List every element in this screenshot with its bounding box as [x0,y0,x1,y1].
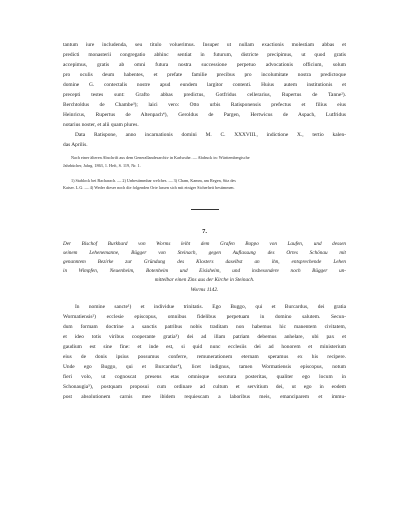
source-note [63,154,346,170]
document-summary [63,240,346,285]
text-line: Unde ego Buggo, qui et Burcardus⁴), licet indignus, tamen Wormatiensis episcopus, notum [63,364,346,370]
text-line: tantum iure includenda, seu titulo voluerimus. Insuper ut nullam exactionis molestiam abbas et [63,42,346,48]
text-line: das Aprilis. [63,142,88,148]
summary-line: genanntem Bezirke zur Gründung des Klosters daselbst an ihn, entsprechende Lehen [63,259,346,265]
source-note-line: Nach einer älteren Abschrift aus dem Generallandesarchiv in Karlsruhe. — Abdruck in: Württembergische [71,155,250,160]
text-line: Data Ratispone, anno incarnationis domini M. C. XXXVIII., indictione X., tertio kalen- [75,132,346,138]
section-divider [191,209,219,210]
footnotes [63,177,346,191]
text-line: In nomine sancte¹) et individue trinitatis. Ego Buggo, qui et Burcardus, dei gratia [75,304,346,310]
text-line: notarius noster, et alii quam plures. [63,122,139,128]
text-line: fieri volo, ut cognoscat presens etas omnisque secutura posteritas, qualiter ego locum in [63,374,346,380]
source-note-line: Jahrbücher, Jahrg. 1863, 1. Heft, S. 119, Nr. 1. [63,163,141,168]
document-number: 7. [202,228,207,235]
text-line: Heinricus, Rupertus de Altenpach⁴), Geroldus de Pargen, Hertwicus de Aspach, Lutfridus [63,112,346,118]
document-page [63,40,346,402]
text-line: gaudium est sine fine: et inde est, si quid nunc ecclesiis dei ad honorem et ministerium [63,344,346,350]
summary-line: in Wimpfen, Neuenheim, Botenheim und Eisisheim, und insbesondere noch Bügger un- [63,268,346,274]
summary-line: Der Bischof Burkhard von Worms leiht dem Grafen Boppo von Laufen, und dessen [63,241,346,247]
text-line: precepti testes sunt: Grafto abbas predictus, Gotfridus cellerarius, Rupertus de Tanne²). [63,92,346,98]
text-line: Berchtoldus de Chambe³); laici vero: Otto urbis Ratisponensis prefectus et filius eius [63,102,346,108]
text-line: post absolutionem carnis mee ibidem requiescam a laboribus meis, emanciparem et immu- [63,394,346,400]
text-line: Schonaugia⁵), postquam proposui cum ordinare ad cultum et servitium dei, ut ego in eodem [63,384,346,390]
charter-closing-paragraph [63,40,346,150]
text-line: et ideo totis viribus cooperante gratia³) dei ad illam patriam debemus anhelare, ubi pax et [63,334,346,340]
text-line: accepimus, gratis ab omni futura nostra successione perpetuo advocationis officium, solum [63,62,346,68]
text-line: Wormatiensis²) ecclesie episcopus, omnibus fidelibus perpetuam in domino salutem. Secun- [63,314,346,320]
text-line: dum formam doctrine a sanctis patribus nobis traditam non habemus hic manentem civitatem, [63,324,346,330]
footnote-line: 1) Stablock bei Bacharach. — 2) Unbestimmbar welches. — 3) Cham, Kamm, am Regen, Sitz des [71,178,236,183]
text-line: eius de donis ipsius possumus conferre, remunerationem eternam speramus ex his recipere. [63,354,346,360]
text-line: predicti monasterii congregatio abhinc sentiat in futurum, districte precipimus, ut quod gratis [63,52,346,58]
charter-body-paragraph [63,302,346,402]
text-line: pro oculis deum habentes, et prefate familie precibus pro incolumitate nostra predictoque [63,72,346,78]
text-line: domine G. contectalis nostre apud eundem largitor contenti. Huius autem institutionis et [63,82,346,88]
summary-line: mittelbar einen Zins aus der Kirche in Steinach. [154,277,255,283]
place-date: Worms 1142. [190,287,219,293]
summary-line: seinem Lehenemanne, Bügger von Steinach, gegen Auflassung des Ortes Schönau mit [63,250,346,256]
footnote-line: Kaiser. L.G. — 4) Weder dieser noch die folgenden Orte lassen sich mit einiger Sicherheit bestimmen. [63,185,235,190]
